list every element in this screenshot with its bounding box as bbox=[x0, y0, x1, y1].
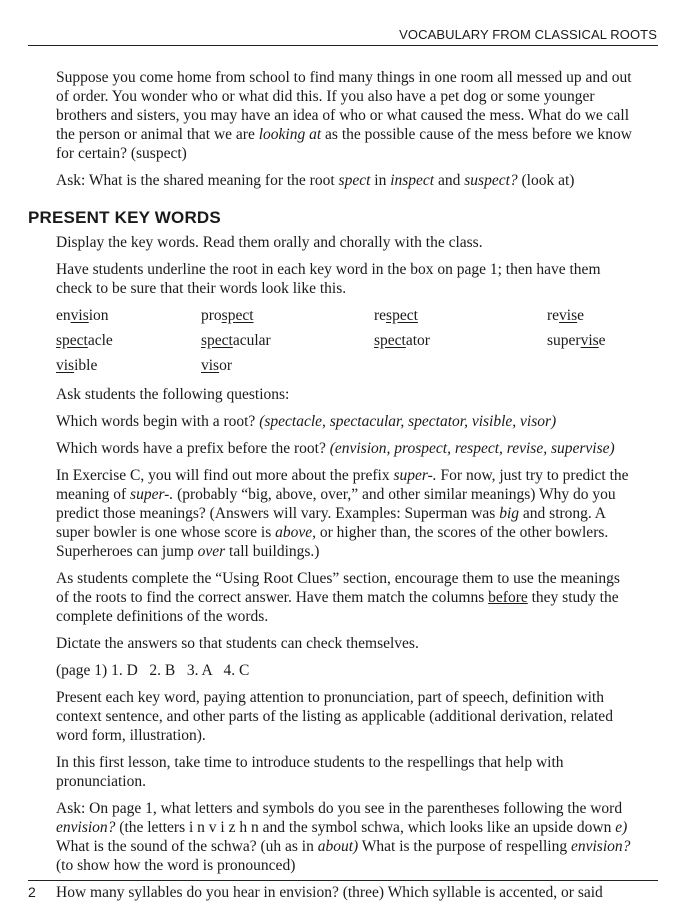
syllables-paragraph: How many syllables do you hear in envision? (three) Which syllable is accented, or said bbox=[56, 884, 603, 901]
first-lesson-paragraph: In this first lesson, take time to introduce students to the respellings that help with pronunciation. bbox=[56, 754, 564, 790]
question-prefix: Which words have a prefix before the root? (envision, prospect, respect, revise, supervise) bbox=[56, 440, 615, 457]
key-word: spectacle bbox=[56, 332, 113, 349]
exercise-c-paragraph: In Exercise C, you will find out more about the prefix super-. For now, just try to predict the meaning of super-. (probably “big, above, over,” and other similar meanings) Why do you predict those meanings? (Answers will vary. Examples: Superman was big and strong. A super bowler is one whose score is above, or higher than, the scores of the other bowlers. Superheroes can jump over tall buildings.) bbox=[56, 467, 629, 560]
intro-paragraph: Suppose you come home from school to find many things in one room all messed up and out of order. You wonder who or what did this. If you also have a pet dog or some younger brothers and sisters, you may have an idea of who or what caused the mess. What do we call the person or animal that we are looking at as the possible cause of the mess before we know for certain? (suspect) bbox=[56, 69, 632, 162]
key-words-grid bbox=[56, 306, 636, 375]
respelling-paragraph: Ask: On page 1, what letters and symbols do you see in the parentheses following the word envision? (the letters i n v i z h n and the symbol schwa, which looks like an upside down e) What is the sound of the schwa? (uh as in about) What is the purpose of respelling envision? (to show how the word is pronounced) bbox=[56, 800, 631, 874]
answer-key: (page 1) 1. D 2. B 3. A 4. C bbox=[56, 662, 250, 679]
ask-students: Ask students the following questions: bbox=[56, 386, 290, 403]
root-clues-paragraph: As students complete the “Using Root Clues” section, encourage them to use the meanings of the roots to find the correct answer. Have them match the columns before they study the complete definitions of the words. bbox=[56, 570, 620, 625]
intro-text bbox=[56, 68, 636, 198]
page-number: 2 bbox=[28, 884, 36, 900]
question-root-first: Which words begin with a root? (spectacle, spectacular, spectator, visible, visor) bbox=[56, 413, 557, 430]
display-instruction: Display the key words. Read them orally and chorally with the class. bbox=[56, 234, 483, 251]
underline-instruction: Have students underline the root in each key word in the box on page 1; then have them check to be sure that their words look like this. bbox=[56, 261, 601, 297]
key-word: envision bbox=[56, 307, 109, 324]
running-header: VOCABULARY FROM CLASSICAL ROOTS bbox=[399, 27, 657, 42]
section-heading: PRESENT KEY WORDS bbox=[28, 208, 221, 227]
key-word: visor bbox=[201, 357, 233, 374]
key-word: revise bbox=[547, 307, 585, 324]
header-rule bbox=[28, 45, 658, 46]
footer-rule bbox=[28, 880, 658, 881]
dictate-instruction: Dictate the answers so that students can check themselves. bbox=[56, 635, 419, 652]
key-word: visible bbox=[56, 357, 98, 374]
root-question: Ask: What is the shared meaning for the root spect in inspect and suspect? (look at) bbox=[56, 172, 575, 189]
present-paragraph: Present each key word, paying attention to pronunciation, part of speech, definition with context sentence, and other parts of the listing as applicable (additional derivation, related word form, illustration). bbox=[56, 689, 613, 744]
key-word: prospect bbox=[201, 307, 254, 324]
key-word: respect bbox=[374, 307, 418, 324]
key-word: spectacular bbox=[201, 332, 271, 349]
section-body bbox=[56, 233, 636, 910]
key-word: spectator bbox=[374, 332, 430, 349]
key-word: supervise bbox=[547, 332, 606, 349]
